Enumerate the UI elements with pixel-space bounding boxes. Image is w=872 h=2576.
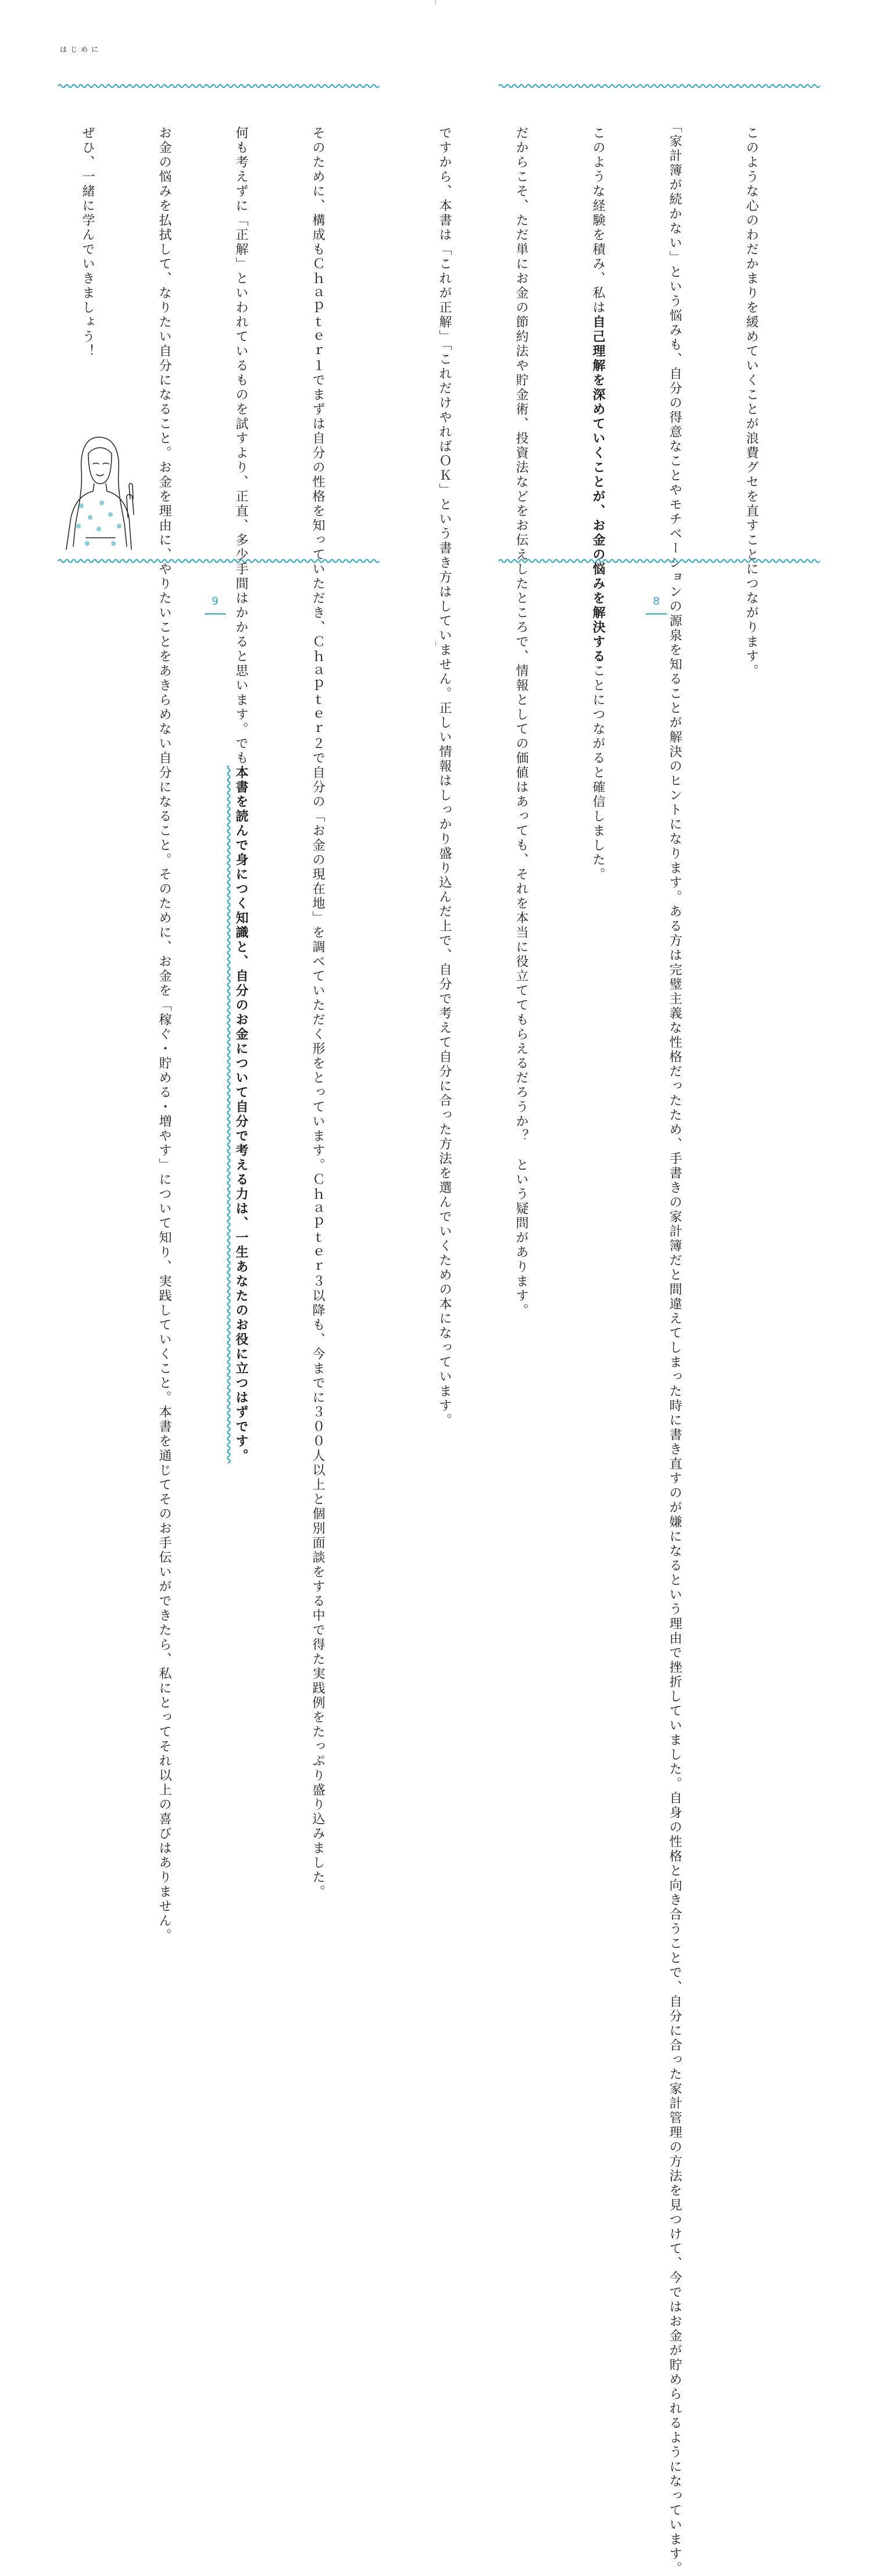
text-run: このような心のわだかまりを緩めていくことが浪費グセを直すことにつながります。 [744, 112, 759, 678]
paragraph [305, 112, 330, 1899]
wave-divider-bottom [499, 558, 820, 564]
text-run: 「家計簿が続かない」という悩みも、自分の得意なことやモチベーションの源泉を知ることが解決のヒントになります。ある方は完璧主義な性格だったため、手書きの家計簿だと間違えてしまった時に書き直すのが嫌になるという理由で挫折していました。自身の性格と向き合うことで、自分に合った家計管理の方法を見つけて、今ではお金が貯められるようになっています。 [667, 112, 682, 2576]
running-head: はじめに [60, 45, 102, 53]
text-run: ことにつながると確信しました。 [591, 664, 605, 882]
text-run: だからこそ、ただ単にお金の節約法や貯金術、投資法などをお伝えしたところで、情報としての価値はあっても、それを本当に役立ててもらえるだろうか？ という疑問があります。 [514, 112, 528, 1318]
page-number-rule [205, 613, 226, 614]
text-run: このような経験を積み、私は [591, 112, 605, 315]
text-run: お金の悩みを払拭して、なりたい自分になること。お金を理由に、やりたいことをあきらめない自分になること。そのために、お金を「稼ぐ・貯める・増やす」について知り、実践していくこと。本書を通じてそのお手伝いができたら、私にとってそれ以上の喜びはありません。 [157, 112, 171, 1943]
body-text [437, 112, 815, 2576]
body-text [80, 112, 381, 1943]
emphasis-bold: 自己理解を深めていくことが、お金の悩みを解決する [591, 315, 605, 664]
paragraph [508, 112, 534, 1318]
emphasis-wavy-underline: 本書を読んで身につく知識と、自分のお金について自分で考える力は、一生あなたのお役に立つはずです。 [234, 766, 248, 1463]
paragraph [431, 112, 457, 1428]
wave-divider-top [58, 83, 379, 90]
wave-line [499, 560, 820, 563]
page-number-rule [646, 613, 667, 614]
wave-line [58, 560, 379, 563]
paragraph [662, 112, 687, 2576]
text-run: 何も考えずに「正解」といわれているものを試すより、正直、多少手間はかかると思います。でも [234, 112, 248, 766]
wave-divider-bottom [58, 558, 379, 564]
wave-line [499, 85, 820, 88]
paragraph [228, 112, 253, 1463]
paragraph [738, 112, 764, 678]
wave-line [58, 85, 379, 88]
woman-pointing-illustration [58, 430, 145, 549]
page-number: 9 [212, 595, 219, 608]
text-run: ぜひ、一緒に学んでいきましょう！ [80, 112, 95, 359]
paragraph [151, 112, 177, 1943]
page-number: 8 [653, 595, 660, 608]
wave-divider-top [499, 83, 820, 90]
text-run: ですから、本書は「これが正解」「これだけやればＯＫ」という書き方はしていません。正しい情報はしっかり盛り込んだ上で、自分で考えて自分に合った方法を選んでいくための本になっています。 [437, 112, 452, 1428]
text-run: そのために、構成もＣｈａｐｔｅｒ１でまずは自分の性格を知っていただき、Ｃｈａｐｔｅｒ２で自分の「お金の現在地」を調べていただく形をとっています。Ｃｈａｐｔｅｒ３以降も、今までに３００人以上と個別面談をする中で得た実践例をたっぷり盛り込みました。 [310, 112, 325, 1899]
paragraph [585, 112, 610, 882]
left-page [0, 0, 436, 1943]
right-page [436, 0, 872, 2576]
